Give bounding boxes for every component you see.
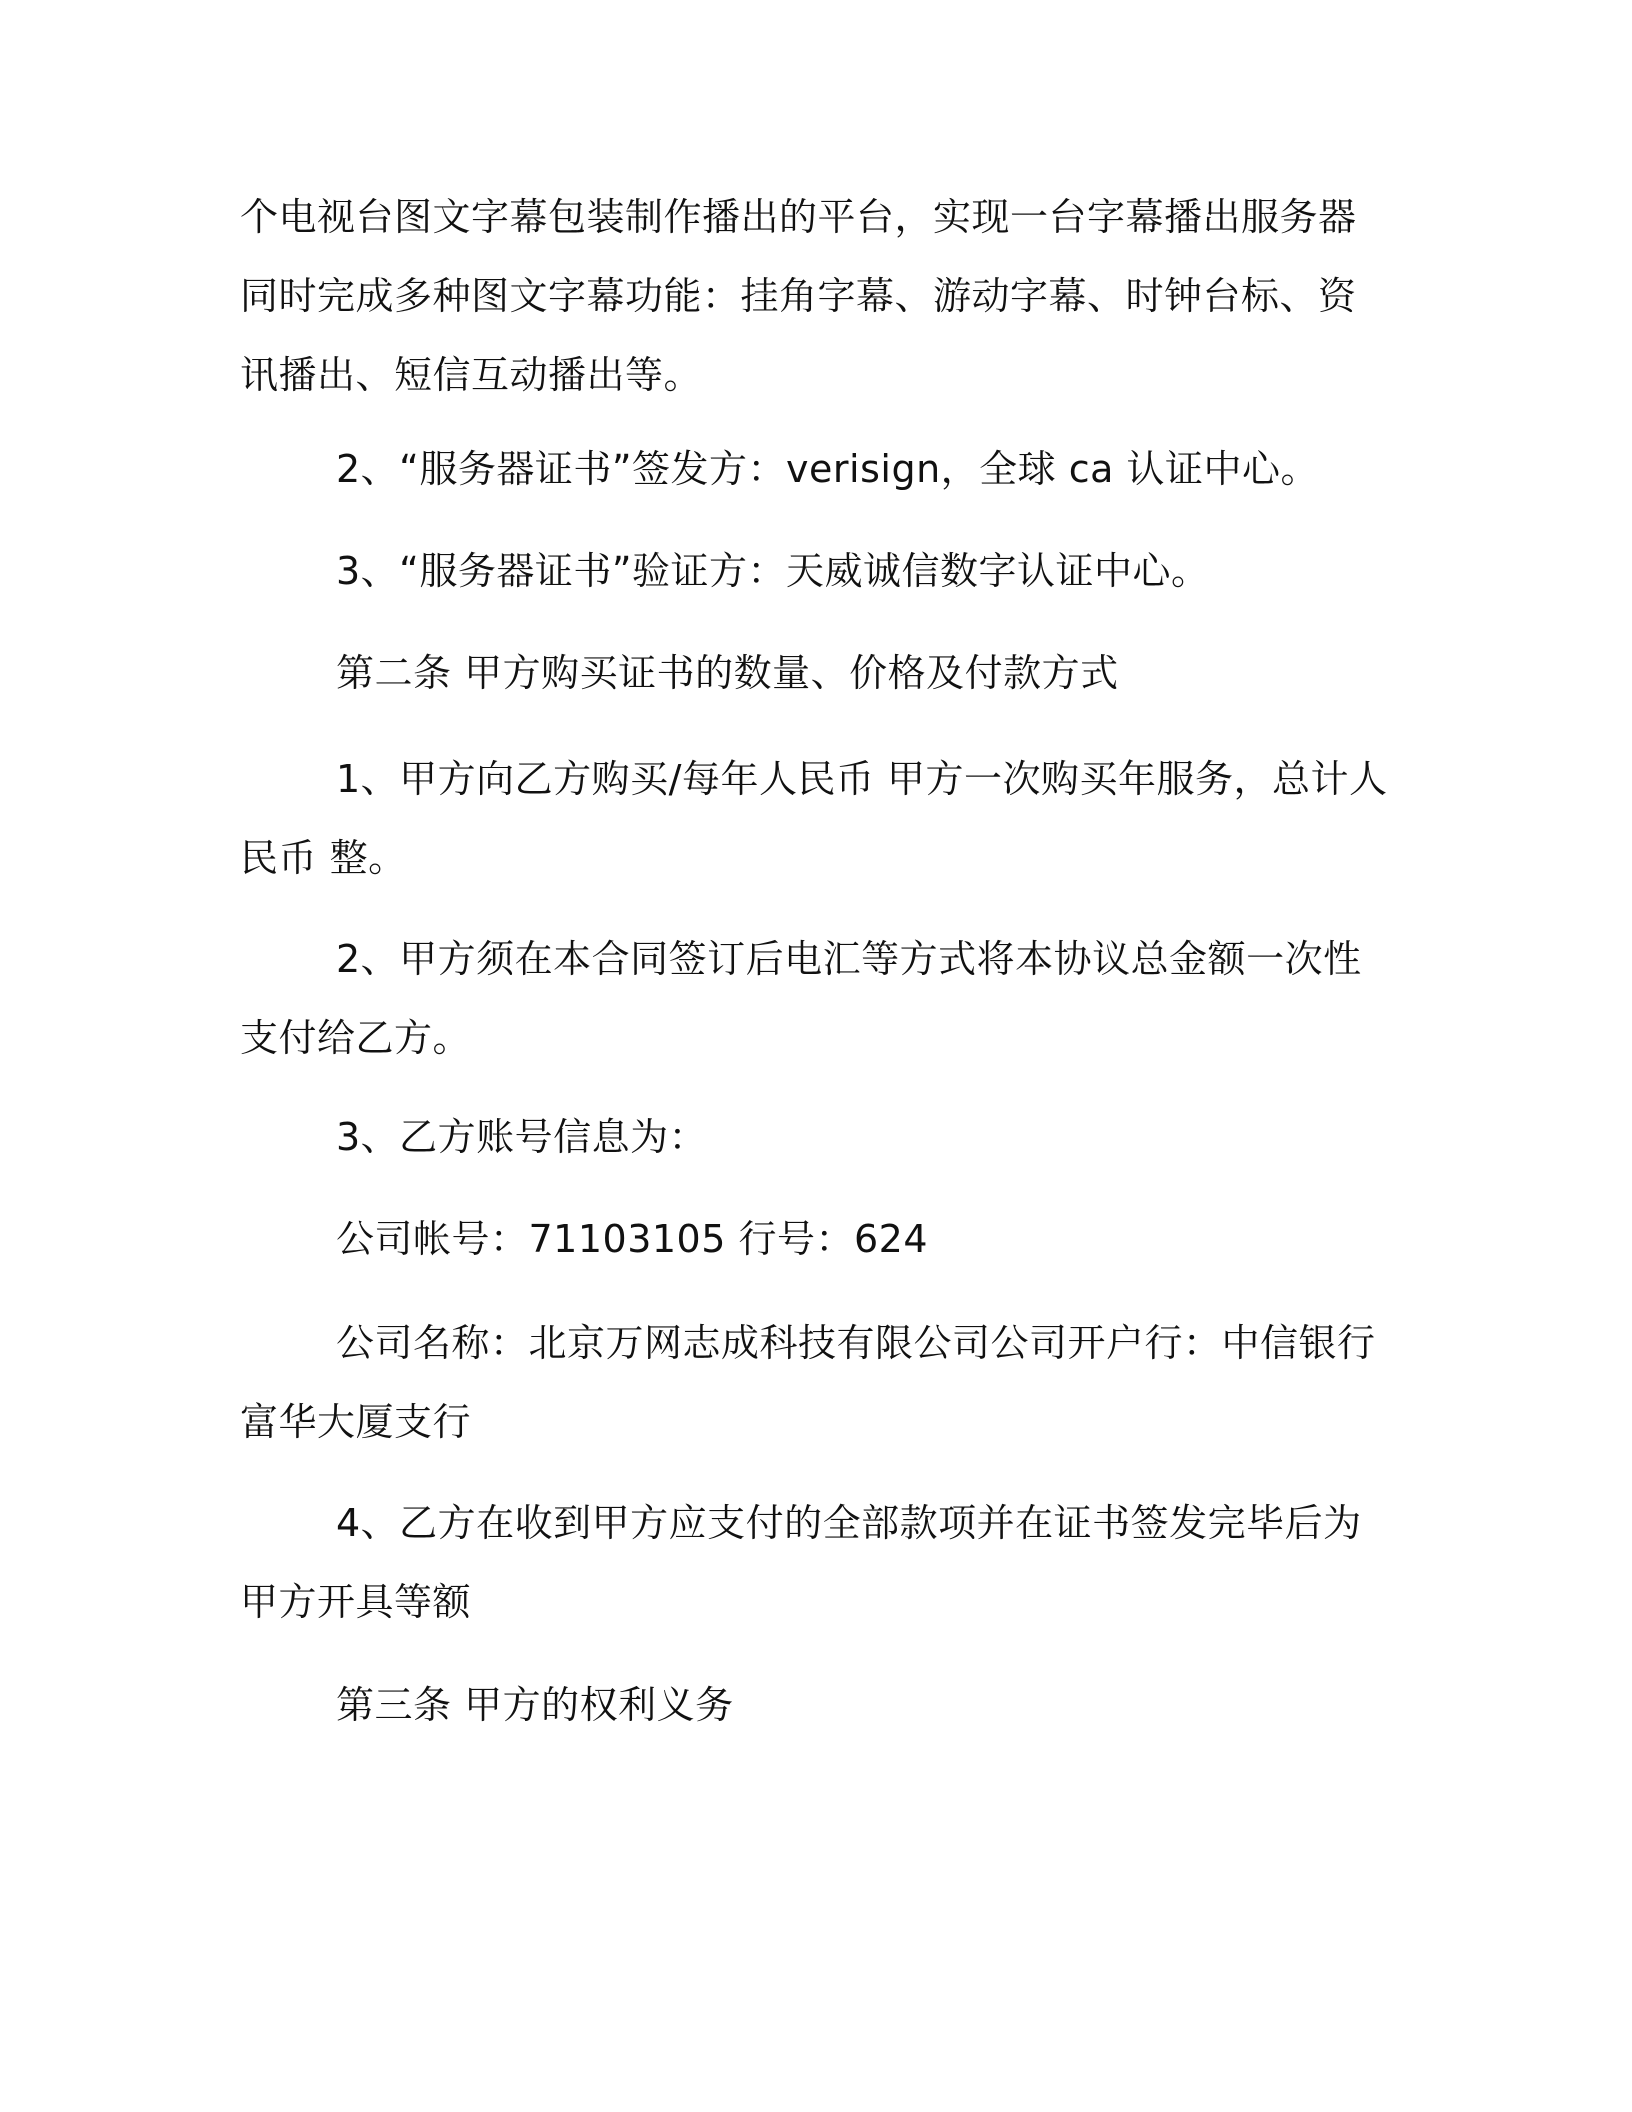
paragraph-account-info-intro: 3、乙方账号信息为：: [336, 1115, 708, 1159]
paragraph-server-cert-verifier: 3、“服务器证书”验证方：天威诚信数字认证中心。: [336, 549, 1210, 593]
paragraph-server-cert-issuer: 2、“服务器证书”签发方：verisign，全球 ca 认证中心。: [336, 447, 1319, 491]
paragraph-invoice: 4、乙方在收到甲方应支付的全部款项并在证书签发完毕后为甲方开具等额: [240, 1501, 1362, 1624]
paragraph-purchase-quantity: 1、甲方向乙方购买/每年人民币 甲方一次购买年服务，总计人民币 整。: [240, 757, 1388, 880]
paragraph-intro-continuation: 个电视台图文字幕包装制作播出的平台，实现一台字幕播出服务器同时完成多种图文字幕功能：挂角字幕、游动字幕、时钟台标、资讯播出、短信互动播出等。: [240, 195, 1357, 397]
article-3-heading: 第三条 甲方的权利义务: [336, 1683, 734, 1727]
paragraph-account-number: 公司帐号：71103105 行号：624: [336, 1217, 929, 1261]
paragraph-company-name: 公司名称：北京万网志成科技有限公司公司开户行：中信银行富华大厦支行: [240, 1321, 1376, 1444]
paragraph-payment-method: 2、甲方须在本合同签订后电汇等方式将本协议总金额一次性支付给乙方。: [240, 937, 1362, 1060]
article-2-heading: 第二条 甲方购买证书的数量、价格及付款方式: [336, 651, 1119, 695]
